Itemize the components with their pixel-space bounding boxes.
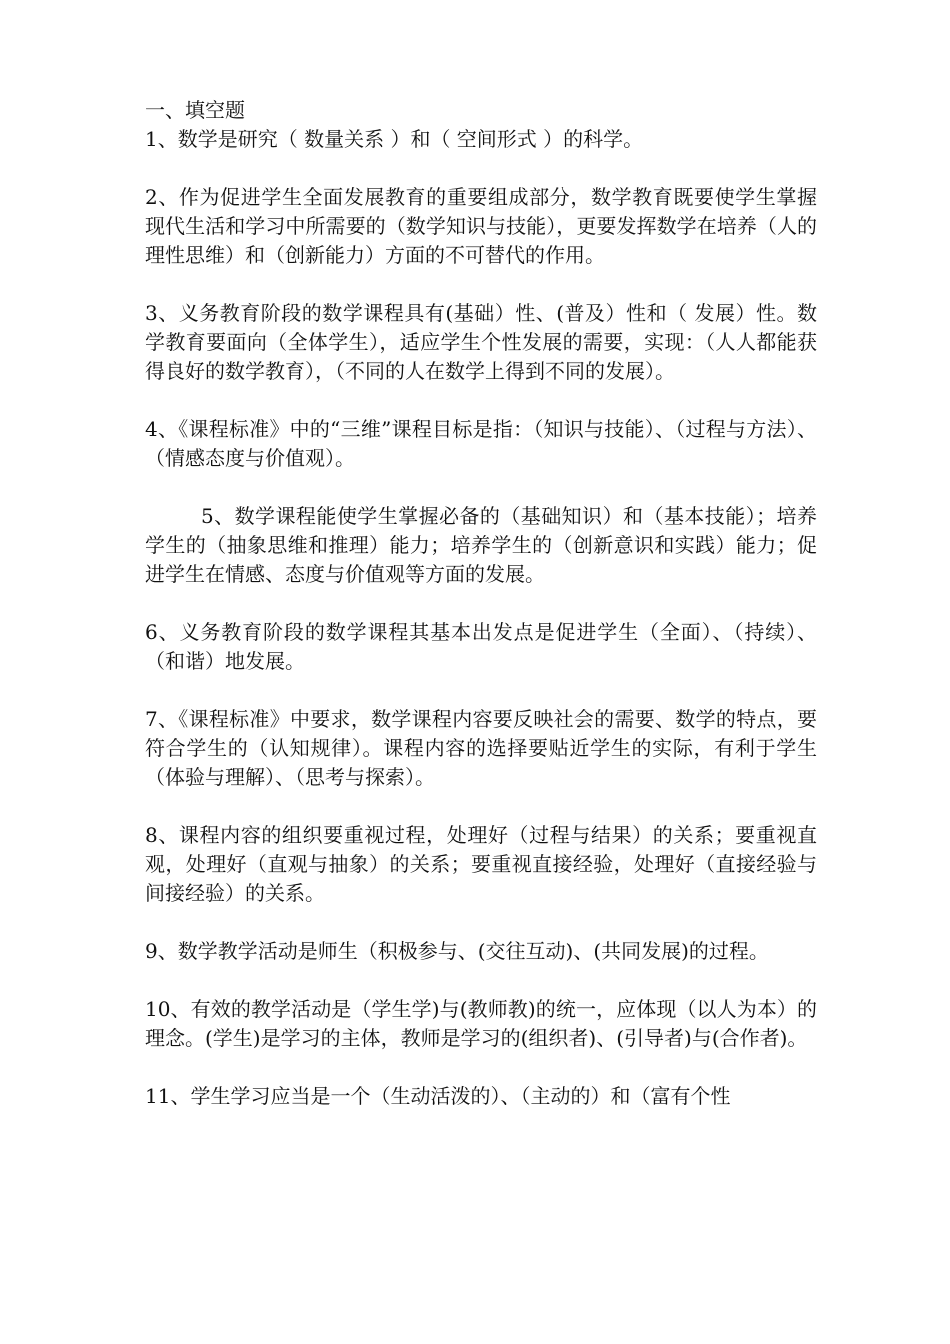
question-4: 4、《课程标准》中的“三维”课程目标是指：（知识与技能）、（过程与方法）、（情感态度与价值观）。 xyxy=(145,417,817,470)
question-9: 9、数学教学活动是师生（积极参与、(交往互动)、(共同发展)的过程。 xyxy=(145,939,769,963)
question-11: 11、学生学习应当是一个（生动活泼的）、（主动的）和（富有个性 xyxy=(145,1084,731,1108)
question-8: 8、课程内容的组织要重视过程，处理好（过程与结果）的关系；要重视直观，处理好（直观与抽象）的关系；要重视直接经验，处理好（直接经验与间接经验）的关系。 xyxy=(145,823,817,905)
section-title: 一、填空题 xyxy=(145,98,245,122)
question-5: 5、数学课程能使学生掌握必备的（基础知识）和（基本技能）；培养学生的（抽象思维和推理）能力；培养学生的（创新意识和实践）能力；促进学生在情感、态度与价值观等方面的发展。 xyxy=(145,504,817,586)
question-2: 2、作为促进学生全面发展教育的重要组成部分，数学教育既要使学生掌握现代生活和学习中所需要的（数学知识与技能），更要发挥数学在培养（人的理性思维）和（创新能力）方面的不可替代的作用。 xyxy=(145,185,817,267)
document-body xyxy=(145,96,817,1140)
question-10: 10、有效的教学活动是（学生学)与(教师教)的统一，应体现（以人为本）的理念。(学生)是学习的主体，教师是学习的(组织者)、(引导者)与(合作者)。 xyxy=(145,997,817,1050)
question-3: 3、义务教育阶段的数学课程具有(基础）性、(普及）性和（ 发展）性。数学教育要面向（全体学生），适应学生个性发展的需要，实现：（人人都能获得良好的数学教育），（不同的人在数学上得到不同的发展）。 xyxy=(145,301,817,383)
question-6: 6、义务教育阶段的数学课程其基本出发点是促进学生（全面）、（持续）、（和谐）地发展。 xyxy=(145,620,817,673)
question-1: 1、数学是研究（ 数量关系 ）和（ 空间形式 ）的科学。 xyxy=(145,127,644,151)
question-7: 7、《课程标准》中要求，数学课程内容要反映社会的需要、数学的特点，要符合学生的（认知规律）。课程内容的选择要贴近学生的实际，有利于学生（体验与理解）、（思考与探索）。 xyxy=(145,707,817,789)
